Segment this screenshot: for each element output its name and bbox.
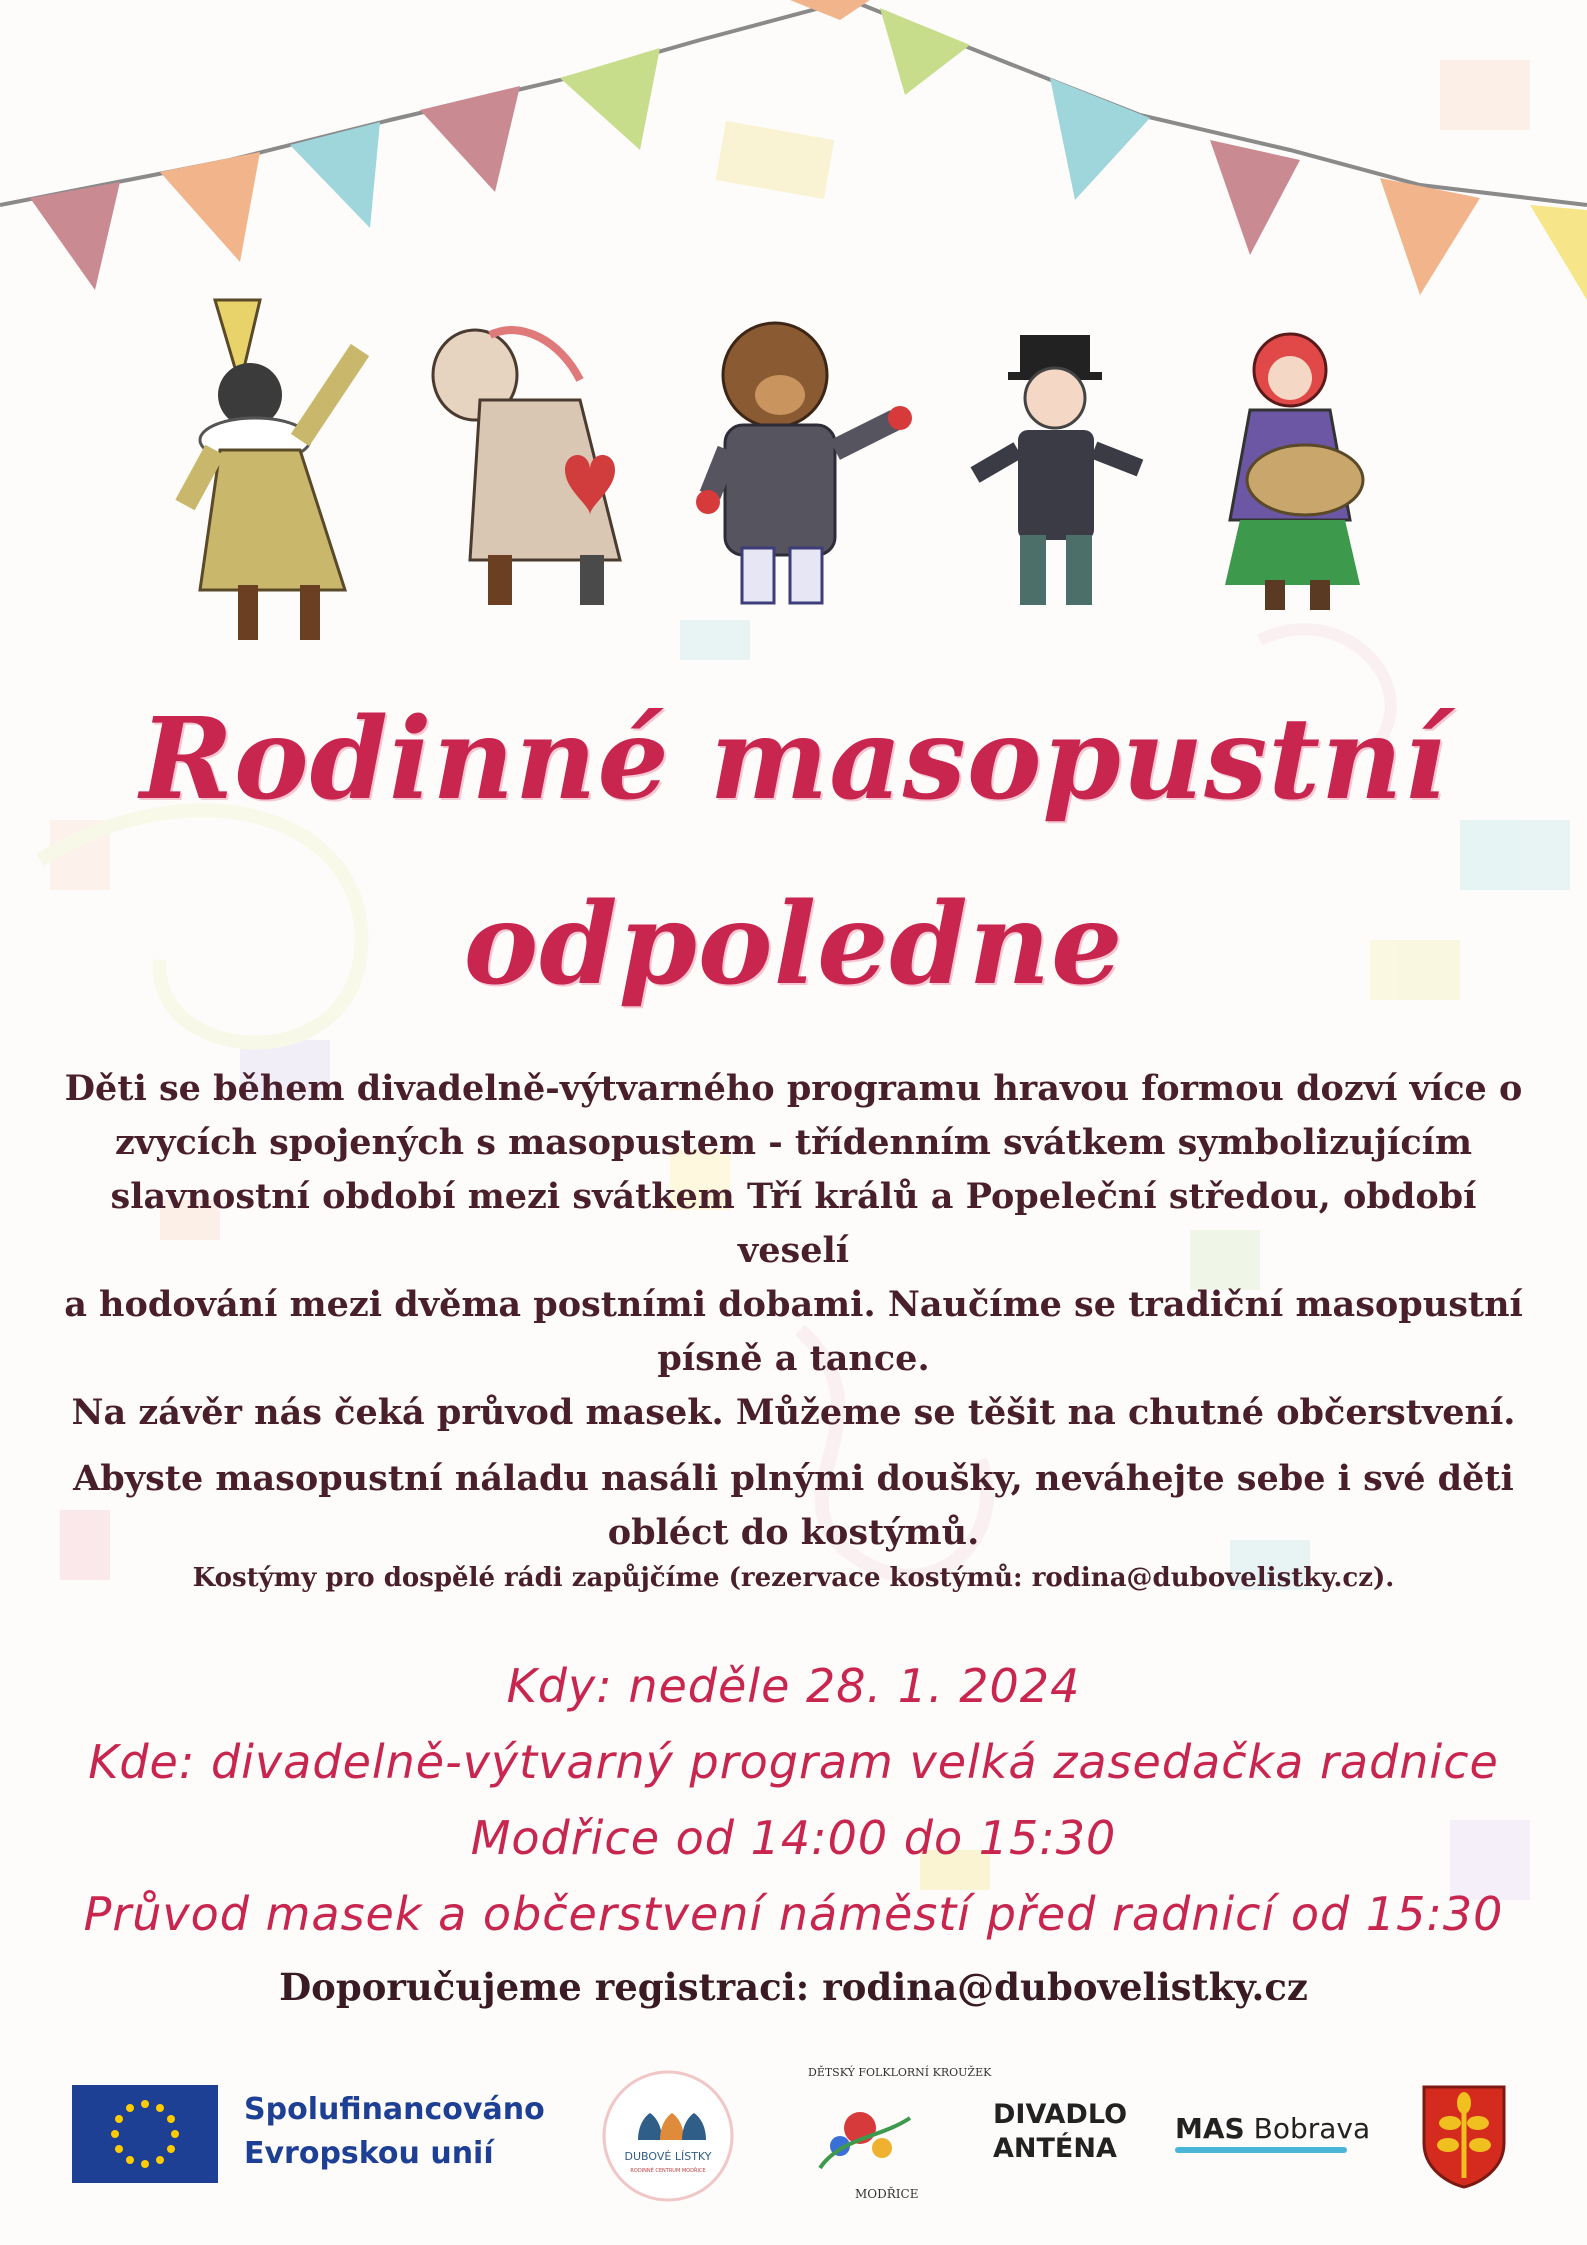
mas-bold: MAS [1175, 2112, 1245, 2145]
krouzek-top-text: DĚTSKÝ FOLKLORNÍ KROUŽEK [808, 2066, 992, 2079]
modrice-coat-of-arms [1420, 2083, 1508, 2189]
eu-star [141, 2100, 149, 2108]
intro-line: a hodování mezi dvěma postními dobami. Naučíme se tradiční masopustní [64, 1284, 1523, 1325]
costumes-line: Abyste masopustní náladu nasáli plnými doušky, neváhejte sebe i své děti [73, 1458, 1514, 1499]
intro-line: písně a tance. [657, 1338, 930, 1379]
intro-line: zvycích spojených s masopustem - třídenním svátkem symbolizujícím [114, 1122, 1472, 1163]
eu-cofinanced-text [244, 2088, 545, 2176]
eu-star [115, 2115, 123, 2123]
event-details [40, 1648, 1547, 1952]
eu-text-line-2: Evropskou unií [244, 2136, 494, 2171]
eu-star [156, 2156, 164, 2164]
mas-bobrava-logo [1175, 2112, 1370, 2153]
divadlo-antena-logo [993, 2098, 1128, 2166]
intro-paragraph [60, 1062, 1527, 1440]
event-where-line-2: Modřice od 14:00 do 15:30 [470, 1811, 1117, 1865]
eu-star [126, 2104, 134, 2112]
horse-character [433, 330, 620, 605]
krouzek-logo [800, 2058, 992, 2208]
event-where-line-1: Kde: divadelně-výtvarný program velká zasedačka radnice [88, 1735, 1499, 1789]
divadlo-line-2: ANTÉNA [993, 2133, 1117, 2164]
dubove-sub: RODINNÉ CENTRUM MODŘICE [630, 2168, 706, 2174]
intro-line: Děti se během divadelně-výtvarného programu hravou formou dozví více o [64, 1068, 1523, 1109]
divadlo-line-1: DIVADLO [993, 2099, 1128, 2130]
title-line-1: Rodinné masopustní [139, 694, 1448, 825]
chimney-sweep-character [975, 335, 1140, 605]
costumes-line: obléct do kostýmů. [607, 1512, 980, 1553]
eu-star [167, 2145, 175, 2153]
eu-star [167, 2115, 175, 2123]
costumes-paragraph [60, 1452, 1527, 1596]
bear-character [696, 323, 912, 603]
eu-star [156, 2104, 164, 2112]
mas-name: Bobrava [1253, 2112, 1371, 2145]
eu-flag-logo [72, 2085, 218, 2183]
woman-with-basket-character [1225, 334, 1363, 610]
intro-line: Na závěr nás čeká průvod masek. Můžeme se těšit na chutné občerstvení. [71, 1392, 1516, 1433]
eu-star [141, 2160, 149, 2168]
costumes-note: Kostýmy pro dospělé rádi zapůjčíme (rezervace kostýmů: rodina@dubovelistky.cz). [192, 1563, 1395, 1593]
eu-text-line-1: Spolufinancováno [244, 2092, 545, 2127]
event-parade: Průvod masek a občerstvení náměstí před radnicí od 15:30 [83, 1887, 1504, 1941]
krouzek-bottom-text: MODŘICE [855, 2187, 919, 2201]
event-when: Kdy: neděle 28. 1. 2024 [506, 1659, 1081, 1713]
eu-star [111, 2130, 119, 2138]
intro-line: slavnostní období mezi svátkem Tří králů a Popeleční středou, období veselí [110, 1176, 1477, 1271]
straw-character [185, 300, 360, 640]
eu-star [171, 2130, 179, 2138]
mas-underline [1175, 2147, 1347, 2153]
dubove-listky-logo [600, 2068, 736, 2204]
eu-star [126, 2156, 134, 2164]
eu-star [115, 2145, 123, 2153]
dubove-name: DUBOVÉ LÍSTKY [624, 2150, 712, 2163]
title-line-2: odpoledne [463, 879, 1124, 1010]
registration-note: Doporučujeme registraci: rodina@dubovelistky.cz [279, 1965, 1308, 2009]
eu-stars-icon [72, 2085, 218, 2183]
